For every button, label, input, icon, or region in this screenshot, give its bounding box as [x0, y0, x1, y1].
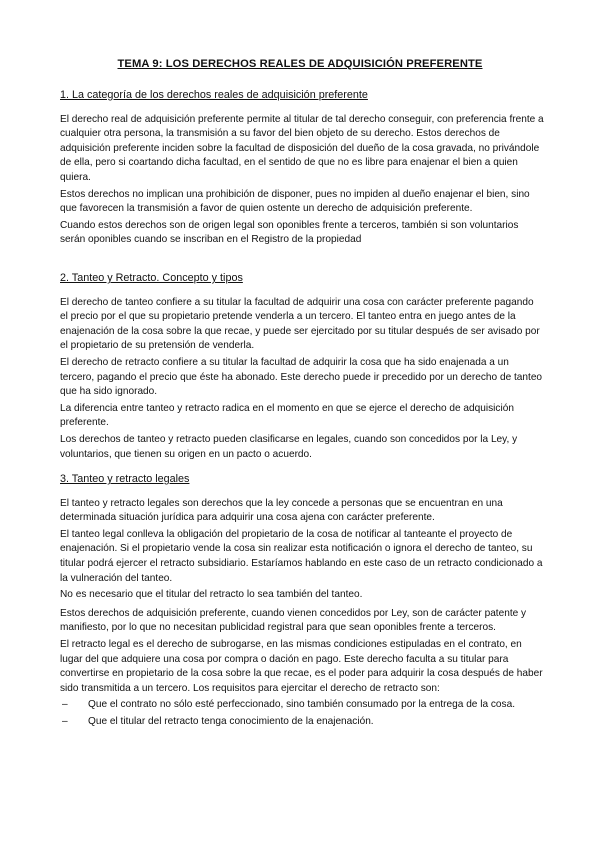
- paragraph: El retracto legal es el derecho de subrogarse, en las mismas condiciones estipuladas en el contrato, en lugar del que adquiere una cosa por compra o dación en pago. Este derecho faculta a su titular para convertirse en propietario de la cosa sobre la que recae, es el poder para adquirir la cosa después de haber sido transmitida a un tercero. Los requisitos para ejercitar el derecho de retracto son:: [60, 638, 543, 694]
- paragraph: El tanteo legal conlleva la obligación del propietario de la cosa de notificar al tanteante el proyecto de enajenación. Si el propietario vende la cosa sin realizar esta notificación o ignora el derecho de tanteo, su titular podrá ejercer el retracto subsidiario. Estaríamos hablando en este caso de un retracto condicionado a la vulneración del tanteo.: [60, 528, 543, 584]
- page-title: TEMA 9: LOS DERECHOS REALES DE ADQUISICIÓN PREFERENTE: [117, 58, 483, 70]
- paragraph: No es necesario que el titular del retracto lo sea también del tanteo.: [60, 589, 363, 601]
- list-item-text: Que el titular del retracto tenga conocimiento de la enajenación.: [88, 715, 374, 727]
- paragraph: El derecho de retracto confiere a su titular la facultad de adquirir la cosa que ha sido enajenada a un tercero, pagando el precio que éste ha abonado. Este derecho puede ir precedido por un derecho de tanteo que ha sido ignorado.: [60, 356, 543, 398]
- paragraph: El derecho de tanteo confiere a su titular la facultad de adquirir una cosa con carácter preferente pagando el precio por el que su propietario pretende venderla a un tercero. El tanteo entra en juego antes de la enajenación de la cosa sobre la que recae, y puede ser ejercitado por su titular después de ser avisado por el propietario de su pretensión de venderla.: [60, 296, 540, 352]
- list-item: [60, 698, 544, 713]
- paragraph: Cuando estos derechos son de origen legal son oponibles frente a terceros, también si son voluntarios serán oponibles cuando se inscriban en el Registro de la propiedad: [60, 219, 519, 246]
- list-dash: –: [62, 699, 68, 711]
- paragraph: Estos derechos no implican una prohibición de disponer, pues no impiden al dueño enajenar el bien, sino que favorecen la transmisión a favor de quien ostente un derecho de adquisición preferente.: [60, 188, 530, 215]
- list-item-text: Que el contrato no sólo esté perfeccionado, sino también consumado por la entrega de la cosa.: [88, 699, 516, 711]
- list-dash: –: [62, 715, 68, 727]
- section-heading: 2. Tanteo y Retracto. Concepto y tipos: [60, 272, 243, 284]
- paragraph: Los derechos de tanteo y retracto pueden clasificarse en legales, cuando son concedidos por la Ley, y voluntarios, que tienen su origen en un pacto o acuerdo.: [60, 433, 518, 460]
- paragraph: Estos derechos de adquisición preferente, cuando vienen concedidos por Ley, son de carácter patente y manifiesto, por lo que no necesitan publicidad registral para que sean oponibles frente a terceros.: [60, 607, 527, 634]
- paragraph: El derecho real de adquisición preferente permite al titular de tal derecho conseguir, con preferencia frente a cualquier otra persona, la transmisión a su favor del bien objeto de su derecho. Estos derechos de adquisición preferente inciden sobre la facultad de disposición del dueño de la cosa gravada, no privándole de ella, pero si coartando dicha facultad, en el sentido de que no es libre para enajenar el bien a quien quiera.: [60, 113, 544, 183]
- paragraph: El tanteo y retracto legales son derechos que la ley concede a personas que se encuentran en una determinada situación jurídica para adquirir una cosa ajena con carácter preferente.: [60, 497, 503, 524]
- section-heading: 3. Tanteo y retracto legales: [60, 473, 190, 485]
- list-item: [60, 715, 544, 730]
- section-1: [60, 88, 544, 250]
- section-heading: 1. La categoría de los derechos reales de adquisición preferente: [60, 89, 368, 101]
- section-2: [60, 271, 544, 464]
- paragraph: La diferencia entre tanteo y retracto radica en el momento en que se ejerce el derecho de adquisición preferente.: [60, 402, 514, 429]
- requirements-list: [60, 698, 544, 729]
- section-3: [60, 472, 544, 732]
